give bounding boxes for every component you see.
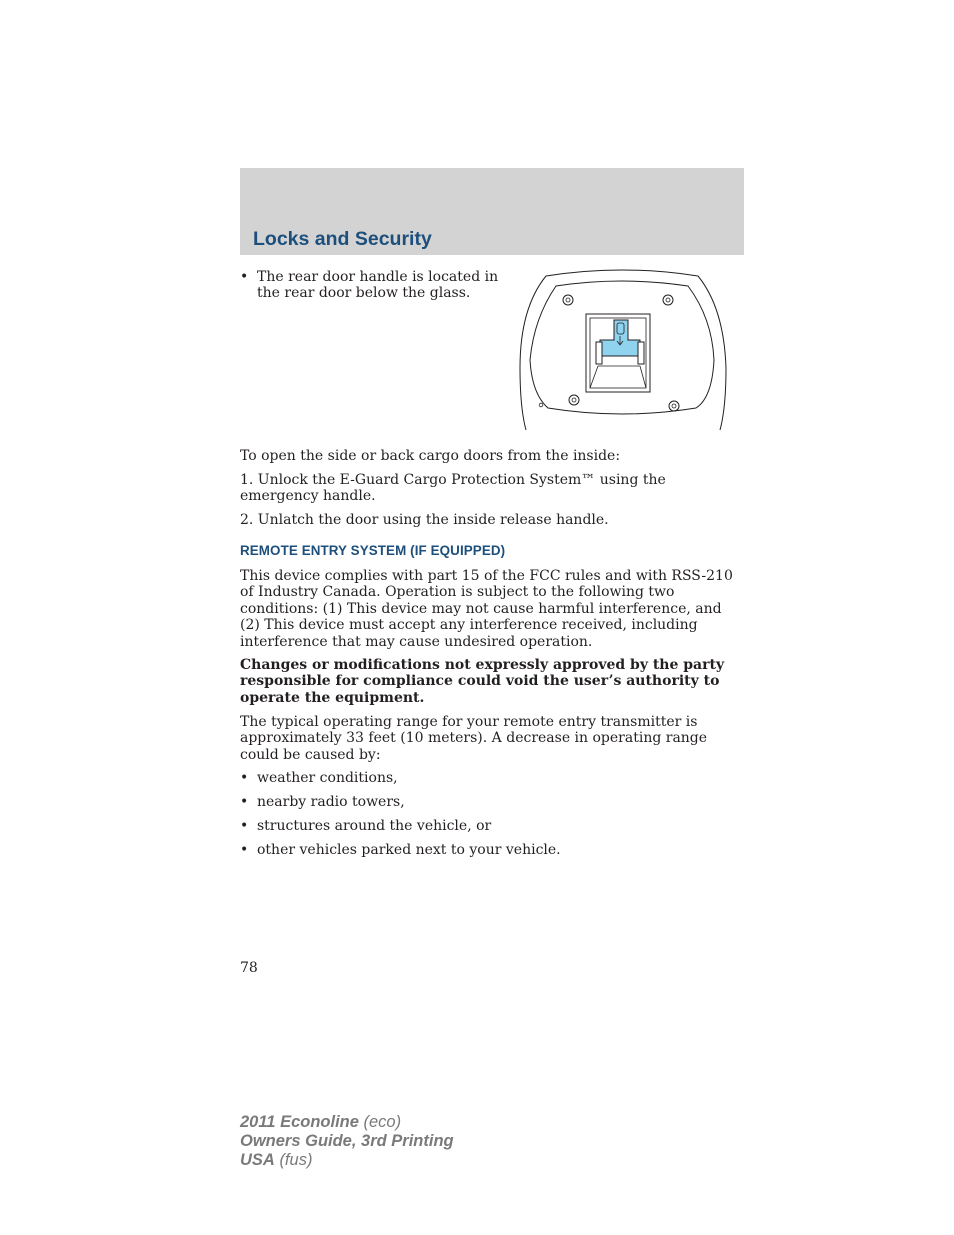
list-item: [240, 770, 744, 786]
footer-model-code: (eco): [363, 1113, 402, 1131]
step-1: 1. Unlock the E-Guard Cargo Protection System™ using the emergency handle.: [240, 472, 666, 505]
cause-text: structures around the vehicle, or: [257, 818, 492, 834]
list-item: [240, 794, 744, 810]
screw-icon: [563, 295, 573, 305]
bullet-icon: •: [240, 842, 249, 858]
list-item: [240, 818, 744, 834]
bullet-icon: •: [240, 818, 249, 834]
screw-icon: [669, 401, 679, 411]
steps-intro: To open the side or back cargo doors from the inside:: [240, 448, 621, 464]
list-item: [240, 842, 744, 858]
rear-door-handle-illustration: [516, 268, 728, 432]
footer: [240, 1113, 454, 1170]
footer-market: USA: [240, 1151, 275, 1169]
bullet-icon: •: [240, 269, 249, 285]
bullet-icon: •: [240, 770, 249, 786]
page-title: Locks and Security: [253, 228, 432, 250]
cause-text: weather conditions,: [257, 770, 398, 786]
page-number: 78: [240, 960, 258, 976]
section-header-band: [240, 168, 744, 255]
warning-paragraph: Changes or modifications not expressly approved by the party responsible for compliance could void the user’s authority to operate the equipment.: [240, 657, 725, 706]
section-heading: REMOTE ENTRY SYSTEM (IF EQUIPPED): [240, 543, 506, 558]
footer-model: 2011 Econoline: [240, 1113, 359, 1131]
footer-line-2: Owners Guide, 3rd Printing: [240, 1132, 454, 1150]
step-2: 2. Unlatch the door using the inside release handle.: [240, 512, 609, 528]
fcc-paragraph: This device complies with part 15 of the FCC rules and with RSS-210 of Industry Canada. Operation is subject to the following two conditions: (1) This device may not cause harmful interference, and (2) This device must accept any interference received, including interference that may cause undesired operation.: [240, 568, 733, 650]
screw-icon: [663, 295, 673, 305]
footer-line-3: [240, 1151, 454, 1170]
intro-bullet-text: The rear door handle is located in the rear door below the glass.: [257, 269, 499, 302]
range-paragraph: The typical operating range for your remote entry transmitter is approximately 33 feet (10 meters). A decrease in operating range could be caused by:: [240, 714, 708, 763]
footer-market-code: (fus): [279, 1151, 313, 1169]
cause-text: nearby radio towers,: [257, 794, 405, 810]
footer-line-1: [240, 1113, 454, 1132]
bullet-icon: •: [240, 794, 249, 810]
list-item: [240, 269, 500, 302]
screw-icon: [569, 395, 579, 405]
cause-text: other vehicles parked next to your vehicle.: [257, 842, 561, 858]
